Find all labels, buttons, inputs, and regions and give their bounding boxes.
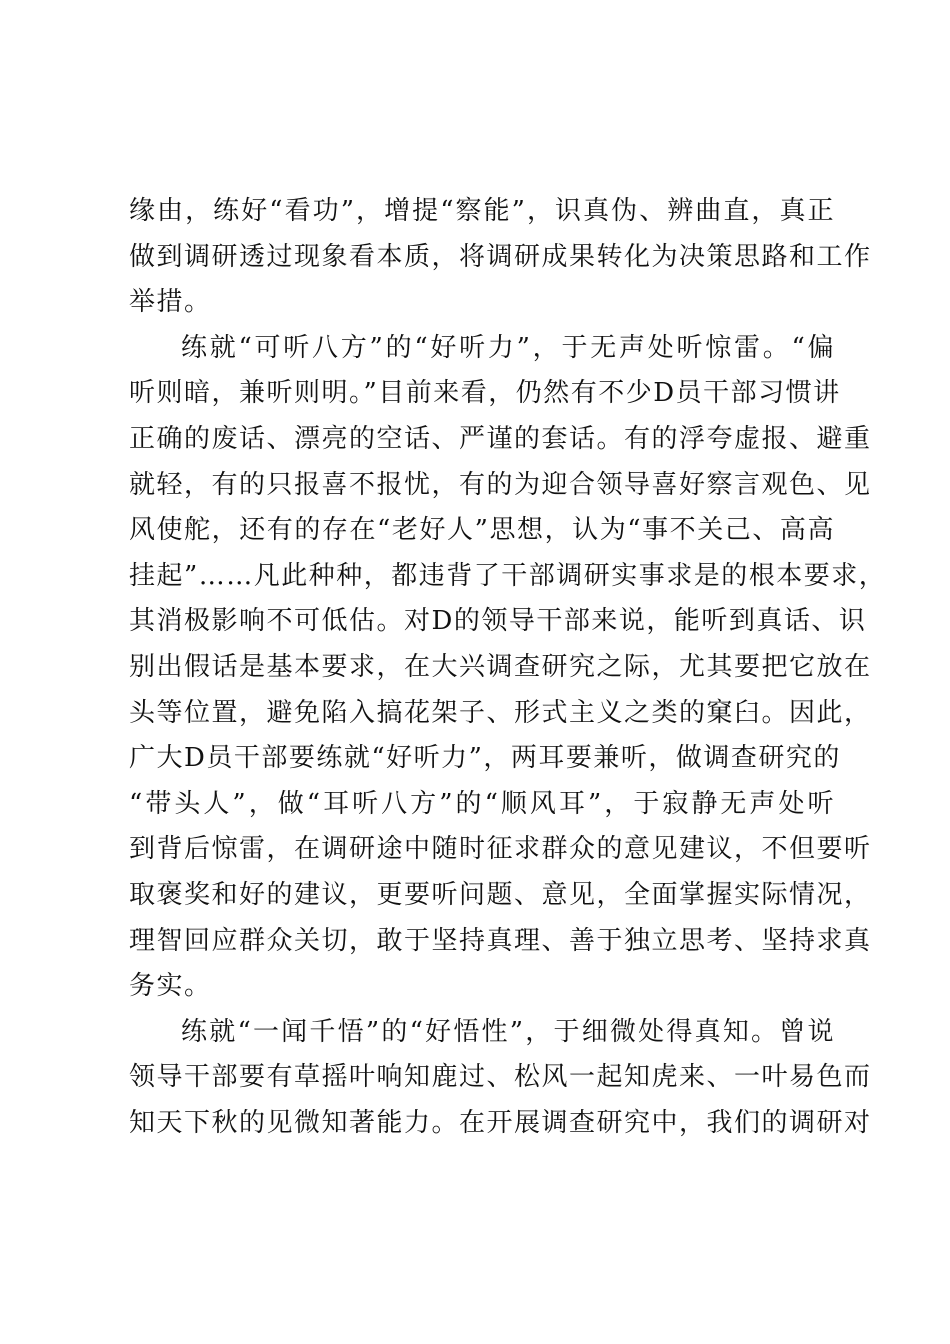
text-line: 知天下秋的见微知著能力。在开展调查研究中，我们的调研对 xyxy=(129,1107,872,1138)
text-line: 举措。 xyxy=(129,287,212,318)
paragraph-first-line: 练就“可听八方”的“好听力”，于无声处听惊雷。“偏 xyxy=(181,332,835,363)
text-line: 务实。 xyxy=(129,971,212,1002)
text-line: 别出假话是基本要求，在大兴调查研究之际，尤其要把它放在 xyxy=(129,651,872,682)
text-line: 头等位置，避免陷入搞花架子、形式主义之类的窠臼。因此， xyxy=(129,697,872,728)
text-line: 广大D员干部要练就“好听力”，两耳要兼听，做调查研究的 xyxy=(129,743,841,774)
text-line: 领导干部要有草摇叶响知鹿过、松风一起知虎来、一叶易色而 xyxy=(129,1062,872,1093)
text-line: 取褒奖和好的建议，更要听问题、意见，全面掌握实际情况， xyxy=(129,879,872,910)
text-line: “带头人”，做“耳听八方”的“顺风耳”，于寂静无声处听 xyxy=(129,788,835,819)
paragraph-first-line: 练就“一闻千悟”的“好悟性”，于细微处得真知。曾说 xyxy=(181,1016,835,1047)
text-line: 挂起”……凡此种种，都违背了干部调研实事求是的根本要求， xyxy=(129,560,887,591)
text-line: 风使舵，还有的存在“老好人”思想，认为“事不关己、高高 xyxy=(129,515,835,546)
text-line: 正确的废话、漂亮的空话、严谨的套话。有的浮夸虚报、避重 xyxy=(129,423,872,454)
text-line: 听则暗，兼听则明。”目前来看，仍然有不少D员干部习惯讲 xyxy=(129,378,841,409)
text-line: 理智回应群众关切，敢于坚持真理、善于独立思考、坚持求真 xyxy=(129,925,872,956)
text-line: 做到调研透过现象看本质，将调研成果转化为决策思路和工作 xyxy=(129,241,872,272)
text-line: 缘由，练好“看功”，增提“察能”，识真伪、辨曲直，真正 xyxy=(129,196,835,226)
text-line: 到背后惊雷，在调研途中随时征求群众的意见建议，不但要听 xyxy=(129,834,872,865)
document-body xyxy=(129,189,887,1146)
text-line: 就轻，有的只报喜不报忧，有的为迎合领导喜好察言观色、见 xyxy=(129,469,872,500)
text-line: 其消极影响不可低估。对D的领导干部来说，能听到真话、识 xyxy=(129,606,867,637)
